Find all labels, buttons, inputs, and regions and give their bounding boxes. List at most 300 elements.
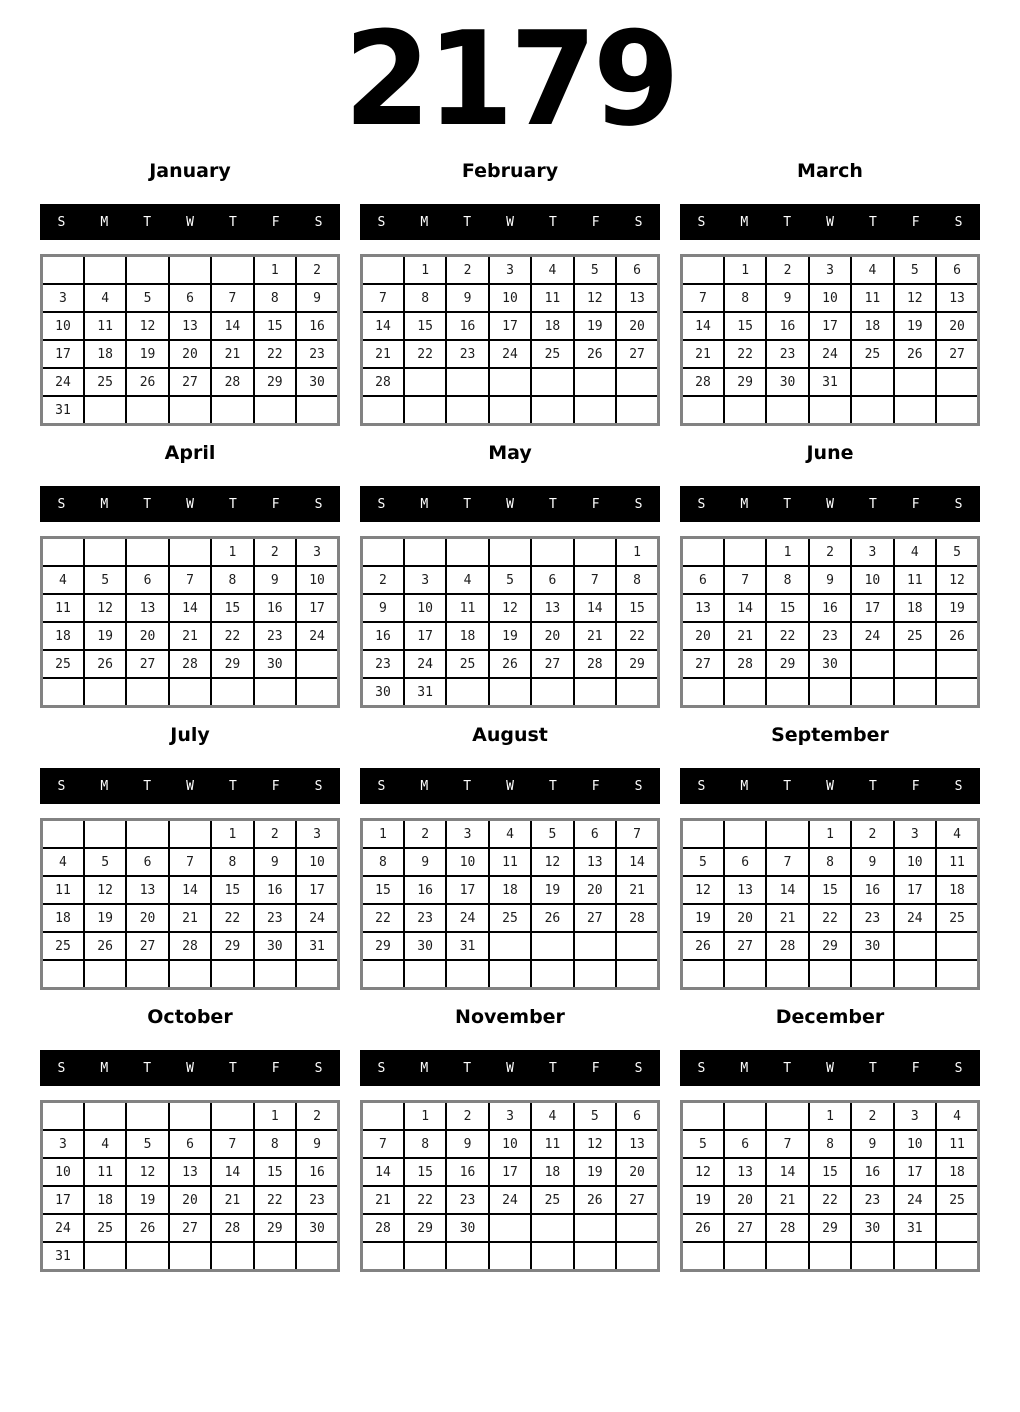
empty-day-cell [616, 960, 658, 989]
day-cell: 30 [851, 932, 893, 960]
day-cell: 16 [851, 876, 893, 904]
weekday-label: F [911, 496, 920, 512]
empty-day-cell [682, 396, 724, 425]
empty-day-cell [254, 960, 296, 989]
month-grid [40, 254, 340, 426]
day-cell: 19 [531, 876, 573, 904]
day-cell: 31 [296, 932, 338, 960]
day-cell: 23 [404, 904, 446, 932]
weekday-header-row [40, 204, 340, 240]
day-cell: 10 [296, 566, 338, 594]
day-cell: 15 [404, 312, 446, 340]
day-cell: 20 [531, 622, 573, 650]
month-block-february [360, 158, 660, 426]
week-row [682, 312, 979, 340]
day-cell: 7 [724, 566, 766, 594]
day-cell: 21 [616, 876, 658, 904]
weekday-label: W [506, 1060, 514, 1076]
day-cell: 30 [851, 1214, 893, 1242]
day-cell: 29 [404, 1214, 446, 1242]
month-grid [360, 818, 660, 990]
empty-day-cell [616, 396, 658, 425]
empty-day-cell [682, 960, 724, 989]
weekday-label: W [826, 496, 834, 512]
day-cell: 23 [766, 340, 808, 368]
day-cell: 4 [851, 256, 893, 285]
weekday-label: T [228, 214, 237, 230]
empty-day-cell [42, 678, 84, 707]
day-cell: 29 [211, 650, 253, 678]
empty-day-cell [936, 368, 978, 396]
empty-day-cell [211, 1102, 253, 1131]
day-cell: 12 [574, 1130, 616, 1158]
weekday-label: M [740, 496, 749, 512]
empty-day-cell [724, 1102, 766, 1131]
weekday-label: T [463, 778, 472, 794]
day-cell: 31 [446, 932, 488, 960]
empty-day-cell [489, 1242, 531, 1271]
empty-day-cell [404, 538, 446, 567]
day-cell: 5 [531, 820, 573, 849]
week-row [682, 848, 979, 876]
empty-day-cell [42, 820, 84, 849]
month-title: March [797, 160, 863, 182]
empty-day-cell [362, 1102, 404, 1131]
day-cell: 17 [296, 876, 338, 904]
day-cell: 24 [42, 368, 84, 396]
empty-day-cell [211, 960, 253, 989]
empty-day-cell [531, 1242, 573, 1271]
month-grid [680, 1100, 980, 1272]
day-cell: 6 [531, 566, 573, 594]
day-cell: 21 [362, 340, 404, 368]
day-cell: 27 [724, 1214, 766, 1242]
empty-day-cell [616, 678, 658, 707]
day-cell: 23 [851, 1186, 893, 1214]
weekday-label: M [420, 1060, 429, 1076]
week-row [682, 284, 979, 312]
week-row [362, 1130, 659, 1158]
day-cell: 3 [894, 1102, 936, 1131]
weekday-label: S [697, 496, 706, 512]
empty-day-cell [446, 368, 488, 396]
day-cell: 23 [809, 622, 851, 650]
weekday-header-row [360, 768, 660, 804]
day-cell: 1 [616, 538, 658, 567]
week-row [682, 256, 979, 285]
month-grid [40, 536, 340, 708]
empty-day-cell [362, 960, 404, 989]
day-cell: 9 [446, 1130, 488, 1158]
day-cell: 9 [766, 284, 808, 312]
weekday-label: S [314, 778, 323, 794]
day-cell: 7 [362, 284, 404, 312]
weekday-header-row [680, 486, 980, 522]
day-cell: 11 [851, 284, 893, 312]
empty-day-cell [682, 1102, 724, 1131]
day-cell: 20 [616, 312, 658, 340]
day-cell: 28 [766, 932, 808, 960]
day-cell: 25 [42, 932, 84, 960]
empty-day-cell [489, 678, 531, 707]
day-cell: 20 [169, 1186, 211, 1214]
day-cell: 26 [126, 1214, 168, 1242]
empty-day-cell [446, 678, 488, 707]
day-cell: 22 [211, 904, 253, 932]
month-block-april [40, 440, 340, 708]
day-cell: 12 [894, 284, 936, 312]
day-cell: 1 [724, 256, 766, 285]
week-row [682, 368, 979, 396]
weekday-label: S [377, 778, 386, 794]
day-cell: 19 [682, 904, 724, 932]
day-cell: 21 [766, 904, 808, 932]
day-cell: 22 [809, 904, 851, 932]
day-cell: 18 [446, 622, 488, 650]
day-cell: 18 [489, 876, 531, 904]
day-cell: 3 [42, 1130, 84, 1158]
day-cell: 27 [574, 904, 616, 932]
day-cell: 16 [766, 312, 808, 340]
empty-day-cell [489, 538, 531, 567]
day-cell: 23 [296, 340, 338, 368]
empty-day-cell [446, 538, 488, 567]
weekday-label: T [868, 214, 877, 230]
day-cell: 5 [682, 848, 724, 876]
day-cell: 4 [84, 1130, 126, 1158]
year-title-bar [0, 0, 1020, 158]
day-cell: 18 [531, 1158, 573, 1186]
day-cell: 23 [254, 904, 296, 932]
week-row [362, 1186, 659, 1214]
week-row [42, 1158, 339, 1186]
empty-day-cell [682, 538, 724, 567]
day-cell: 10 [404, 594, 446, 622]
day-cell: 16 [254, 876, 296, 904]
day-cell: 30 [446, 1214, 488, 1242]
day-cell: 10 [894, 848, 936, 876]
day-cell: 4 [489, 820, 531, 849]
empty-day-cell [362, 538, 404, 567]
weekday-label: M [740, 778, 749, 794]
empty-day-cell [84, 256, 126, 285]
day-cell: 15 [254, 1158, 296, 1186]
day-cell: 27 [616, 340, 658, 368]
day-cell: 20 [724, 904, 766, 932]
day-cell: 13 [616, 284, 658, 312]
weekday-header-row [680, 204, 980, 240]
day-cell: 2 [851, 1102, 893, 1131]
day-cell: 29 [809, 932, 851, 960]
empty-day-cell [851, 396, 893, 425]
day-cell: 8 [616, 566, 658, 594]
day-cell: 25 [42, 650, 84, 678]
day-cell: 8 [766, 566, 808, 594]
day-cell: 17 [446, 876, 488, 904]
day-cell: 2 [809, 538, 851, 567]
weekday-label: T [463, 496, 472, 512]
empty-day-cell [296, 678, 338, 707]
day-cell: 1 [404, 256, 446, 285]
day-cell: 28 [616, 904, 658, 932]
empty-day-cell [362, 1242, 404, 1271]
weekday-label: F [911, 214, 920, 230]
weekday-label: T [463, 1060, 472, 1076]
day-cell: 16 [296, 312, 338, 340]
day-cell: 29 [254, 368, 296, 396]
day-cell: 14 [574, 594, 616, 622]
month-block-june [680, 440, 980, 708]
day-cell: 19 [894, 312, 936, 340]
day-cell: 9 [254, 566, 296, 594]
week-row [42, 876, 339, 904]
empty-day-cell [894, 932, 936, 960]
day-cell: 6 [682, 566, 724, 594]
day-cell: 29 [809, 1214, 851, 1242]
day-cell: 5 [574, 1102, 616, 1131]
day-cell: 6 [574, 820, 616, 849]
day-cell: 12 [126, 1158, 168, 1186]
weekday-label: W [186, 1060, 194, 1076]
day-cell: 10 [446, 848, 488, 876]
day-cell: 28 [211, 1214, 253, 1242]
day-cell: 19 [84, 904, 126, 932]
week-row [42, 820, 339, 849]
month-block-august [360, 722, 660, 990]
week-row [362, 368, 659, 396]
day-cell: 19 [84, 622, 126, 650]
day-cell: 21 [211, 1186, 253, 1214]
day-cell: 21 [682, 340, 724, 368]
day-cell: 11 [42, 594, 84, 622]
day-cell: 13 [531, 594, 573, 622]
empty-day-cell [574, 1242, 616, 1271]
day-cell: 11 [446, 594, 488, 622]
month-block-november [360, 1004, 660, 1272]
empty-day-cell [126, 1242, 168, 1271]
empty-day-cell [254, 678, 296, 707]
day-cell: 25 [851, 340, 893, 368]
day-cell: 1 [809, 1102, 851, 1131]
day-cell: 24 [404, 650, 446, 678]
month-grid [40, 1100, 340, 1272]
empty-day-cell [936, 1214, 978, 1242]
weekday-header-row [680, 1050, 980, 1086]
empty-day-cell [574, 368, 616, 396]
day-cell: 23 [446, 1186, 488, 1214]
day-cell: 12 [489, 594, 531, 622]
empty-day-cell [296, 1242, 338, 1271]
weekday-label: S [697, 778, 706, 794]
day-cell: 9 [446, 284, 488, 312]
week-row [682, 904, 979, 932]
weekday-label: W [186, 496, 194, 512]
day-cell: 14 [211, 312, 253, 340]
day-cell: 2 [446, 256, 488, 285]
empty-day-cell [936, 678, 978, 707]
empty-day-cell [766, 960, 808, 989]
day-cell: 29 [724, 368, 766, 396]
day-cell: 23 [362, 650, 404, 678]
empty-day-cell [84, 396, 126, 425]
day-cell: 5 [894, 256, 936, 285]
day-cell: 28 [766, 1214, 808, 1242]
week-row [42, 848, 339, 876]
day-cell: 8 [404, 284, 446, 312]
day-cell: 30 [296, 368, 338, 396]
day-cell: 8 [211, 566, 253, 594]
empty-day-cell [616, 1214, 658, 1242]
day-cell: 12 [84, 594, 126, 622]
weekday-label: M [740, 1060, 749, 1076]
calendar-months-grid [0, 158, 1020, 1272]
week-row [682, 566, 979, 594]
day-cell: 27 [169, 1214, 211, 1242]
week-row [362, 396, 659, 425]
day-cell: 23 [446, 340, 488, 368]
day-cell: 17 [851, 594, 893, 622]
week-row [42, 1102, 339, 1131]
day-cell: 9 [404, 848, 446, 876]
empty-day-cell [531, 1214, 573, 1242]
week-row [42, 312, 339, 340]
day-cell: 17 [809, 312, 851, 340]
day-cell: 15 [211, 594, 253, 622]
month-title: August [472, 724, 548, 746]
day-cell: 9 [362, 594, 404, 622]
weekday-label: T [143, 1060, 152, 1076]
day-cell: 10 [42, 312, 84, 340]
day-cell: 13 [169, 1158, 211, 1186]
empty-day-cell [169, 1102, 211, 1131]
empty-day-cell [404, 368, 446, 396]
empty-day-cell [936, 396, 978, 425]
day-cell: 28 [682, 368, 724, 396]
empty-day-cell [531, 960, 573, 989]
week-row [42, 538, 339, 567]
day-cell: 12 [531, 848, 573, 876]
day-cell: 15 [809, 1158, 851, 1186]
empty-day-cell [254, 1242, 296, 1271]
day-cell: 5 [682, 1130, 724, 1158]
empty-day-cell [724, 678, 766, 707]
day-cell: 14 [211, 1158, 253, 1186]
day-cell: 20 [724, 1186, 766, 1214]
weekday-label: W [506, 496, 514, 512]
day-cell: 14 [766, 1158, 808, 1186]
empty-day-cell [682, 678, 724, 707]
weekday-label: M [740, 214, 749, 230]
month-title: October [147, 1006, 233, 1028]
day-cell: 16 [362, 622, 404, 650]
day-cell: 13 [126, 876, 168, 904]
month-grid [680, 536, 980, 708]
empty-day-cell [531, 932, 573, 960]
week-row [682, 650, 979, 678]
empty-day-cell [574, 1214, 616, 1242]
day-cell: 22 [724, 340, 766, 368]
empty-day-cell [404, 1242, 446, 1271]
day-cell: 9 [851, 1130, 893, 1158]
day-cell: 5 [84, 848, 126, 876]
day-cell: 7 [766, 1130, 808, 1158]
empty-day-cell [169, 820, 211, 849]
empty-day-cell [809, 396, 851, 425]
empty-day-cell [531, 396, 573, 425]
day-cell: 18 [531, 312, 573, 340]
weekday-label: S [954, 214, 963, 230]
month-grid [360, 254, 660, 426]
month-block-march [680, 158, 980, 426]
day-cell: 6 [169, 1130, 211, 1158]
weekday-label: T [868, 778, 877, 794]
day-cell: 3 [446, 820, 488, 849]
empty-day-cell [126, 538, 168, 567]
weekday-label: T [548, 778, 557, 794]
day-cell: 26 [936, 622, 978, 650]
day-cell: 14 [616, 848, 658, 876]
day-cell: 22 [211, 622, 253, 650]
week-row [682, 876, 979, 904]
day-cell: 3 [404, 566, 446, 594]
empty-day-cell [682, 820, 724, 849]
day-cell: 22 [254, 1186, 296, 1214]
day-cell: 12 [936, 566, 978, 594]
day-cell: 16 [809, 594, 851, 622]
empty-day-cell [211, 1242, 253, 1271]
day-cell: 21 [362, 1186, 404, 1214]
day-cell: 3 [809, 256, 851, 285]
day-cell: 4 [84, 284, 126, 312]
day-cell: 6 [724, 1130, 766, 1158]
week-row [682, 820, 979, 849]
week-row [362, 256, 659, 285]
weekday-label: S [634, 778, 643, 794]
day-cell: 6 [724, 848, 766, 876]
empty-day-cell [169, 1242, 211, 1271]
empty-day-cell [766, 678, 808, 707]
day-cell: 5 [574, 256, 616, 285]
week-row [362, 594, 659, 622]
week-row [42, 904, 339, 932]
week-row [42, 594, 339, 622]
empty-day-cell [489, 1214, 531, 1242]
empty-day-cell [169, 256, 211, 285]
empty-day-cell [296, 960, 338, 989]
empty-day-cell [169, 538, 211, 567]
month-grid [360, 1100, 660, 1272]
month-block-september [680, 722, 980, 990]
day-cell: 2 [254, 820, 296, 849]
week-row [42, 960, 339, 989]
empty-day-cell [489, 396, 531, 425]
month-grid [680, 818, 980, 990]
weekday-label: W [826, 214, 834, 230]
day-cell: 7 [574, 566, 616, 594]
week-row [362, 876, 659, 904]
day-cell: 30 [254, 932, 296, 960]
weekday-label: M [100, 1060, 109, 1076]
day-cell: 20 [682, 622, 724, 650]
week-row [362, 340, 659, 368]
weekday-label: S [954, 496, 963, 512]
day-cell: 13 [936, 284, 978, 312]
day-cell: 18 [84, 1186, 126, 1214]
day-cell: 12 [84, 876, 126, 904]
week-row [682, 1130, 979, 1158]
day-cell: 11 [531, 1130, 573, 1158]
weekday-header-row [40, 1050, 340, 1086]
